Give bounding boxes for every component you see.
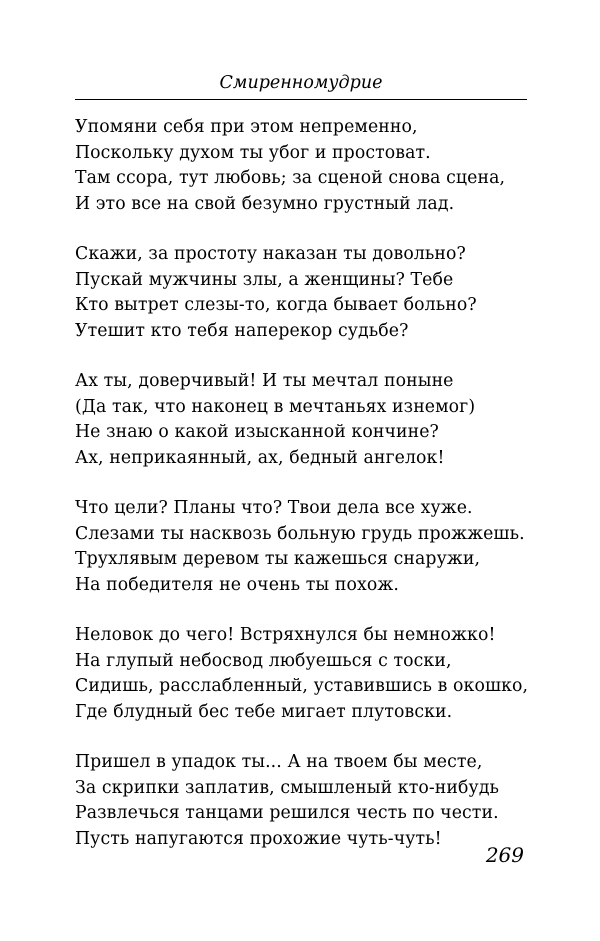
poem-line: Ах ты, доверчивый! И ты мечтал поныне [75, 371, 454, 391]
stanza-1 [75, 115, 535, 217]
poem-line: Пришел в упадок ты... А на твоем бы месте, [75, 752, 483, 772]
stanza-3 [75, 369, 535, 471]
poem-line: Не знаю о какой изысканной кончине? [75, 422, 439, 442]
poem-line: Поскольку духом ты убог и простоват. [75, 142, 431, 163]
poem-line: Скажи, за простоту наказан ты довольно? [75, 244, 466, 264]
stanza-6 [75, 750, 535, 852]
poem-line: Слезами ты насквозь больную грудь прожжешь. [75, 523, 525, 544]
poem-line: Пусть напугаются прохожие чуть-чуть! [75, 828, 442, 849]
stanza-2 [75, 242, 535, 344]
page-number: 269 [485, 843, 524, 867]
header-rule [75, 99, 527, 100]
poem-line: Что цели? Планы что? Твои дела все хуже. [75, 498, 473, 518]
poem-line: На глупый небосвод любуешься с тоски, [75, 650, 452, 671]
poem-body [75, 115, 535, 877]
poem-line: На победителя не очень ты похож. [75, 574, 399, 595]
poem-line: Где блудный бес тебе мигает плутовски. [75, 701, 453, 722]
poem-line: Утешит кто тебя наперекор судьбе? [75, 320, 409, 341]
poem-line: Развлечься танцами решился честь по чести. [75, 803, 499, 823]
stanza-4 [75, 496, 535, 598]
poem-line: За скрипки заплатив, смышленый кто-нибудь [75, 777, 500, 798]
poem-line: Пускай мужчины злы, а женщины? Тебе [75, 269, 454, 290]
stanza-5 [75, 623, 535, 725]
poem-line: И это все на свой безумно грустный лад. [75, 193, 455, 214]
poem-line: Неловок до чего! Встряхнулся бы немножко! [75, 625, 496, 645]
poem-line: Трухлявым деревом ты кажешься снаружи, [75, 549, 481, 569]
poem-line: Там ссора, тут любовь; за сценой снова сцена, [75, 168, 506, 188]
poem-line: Ах, неприкаянный, ах, бедный ангелок! [75, 447, 445, 468]
running-head: Смиренномудрие [219, 73, 383, 93]
poem-line: Упомяни себя при этом непременно, [75, 117, 418, 137]
poem-line: Сидишь, расслабленный, уставившись в окошко, [75, 676, 529, 696]
poem-line: Кто вытрет слезы-то, когда бывает больно? [75, 295, 477, 315]
poem-line: (Да так, что наконец в мечтаньях изнемог) [75, 396, 476, 417]
